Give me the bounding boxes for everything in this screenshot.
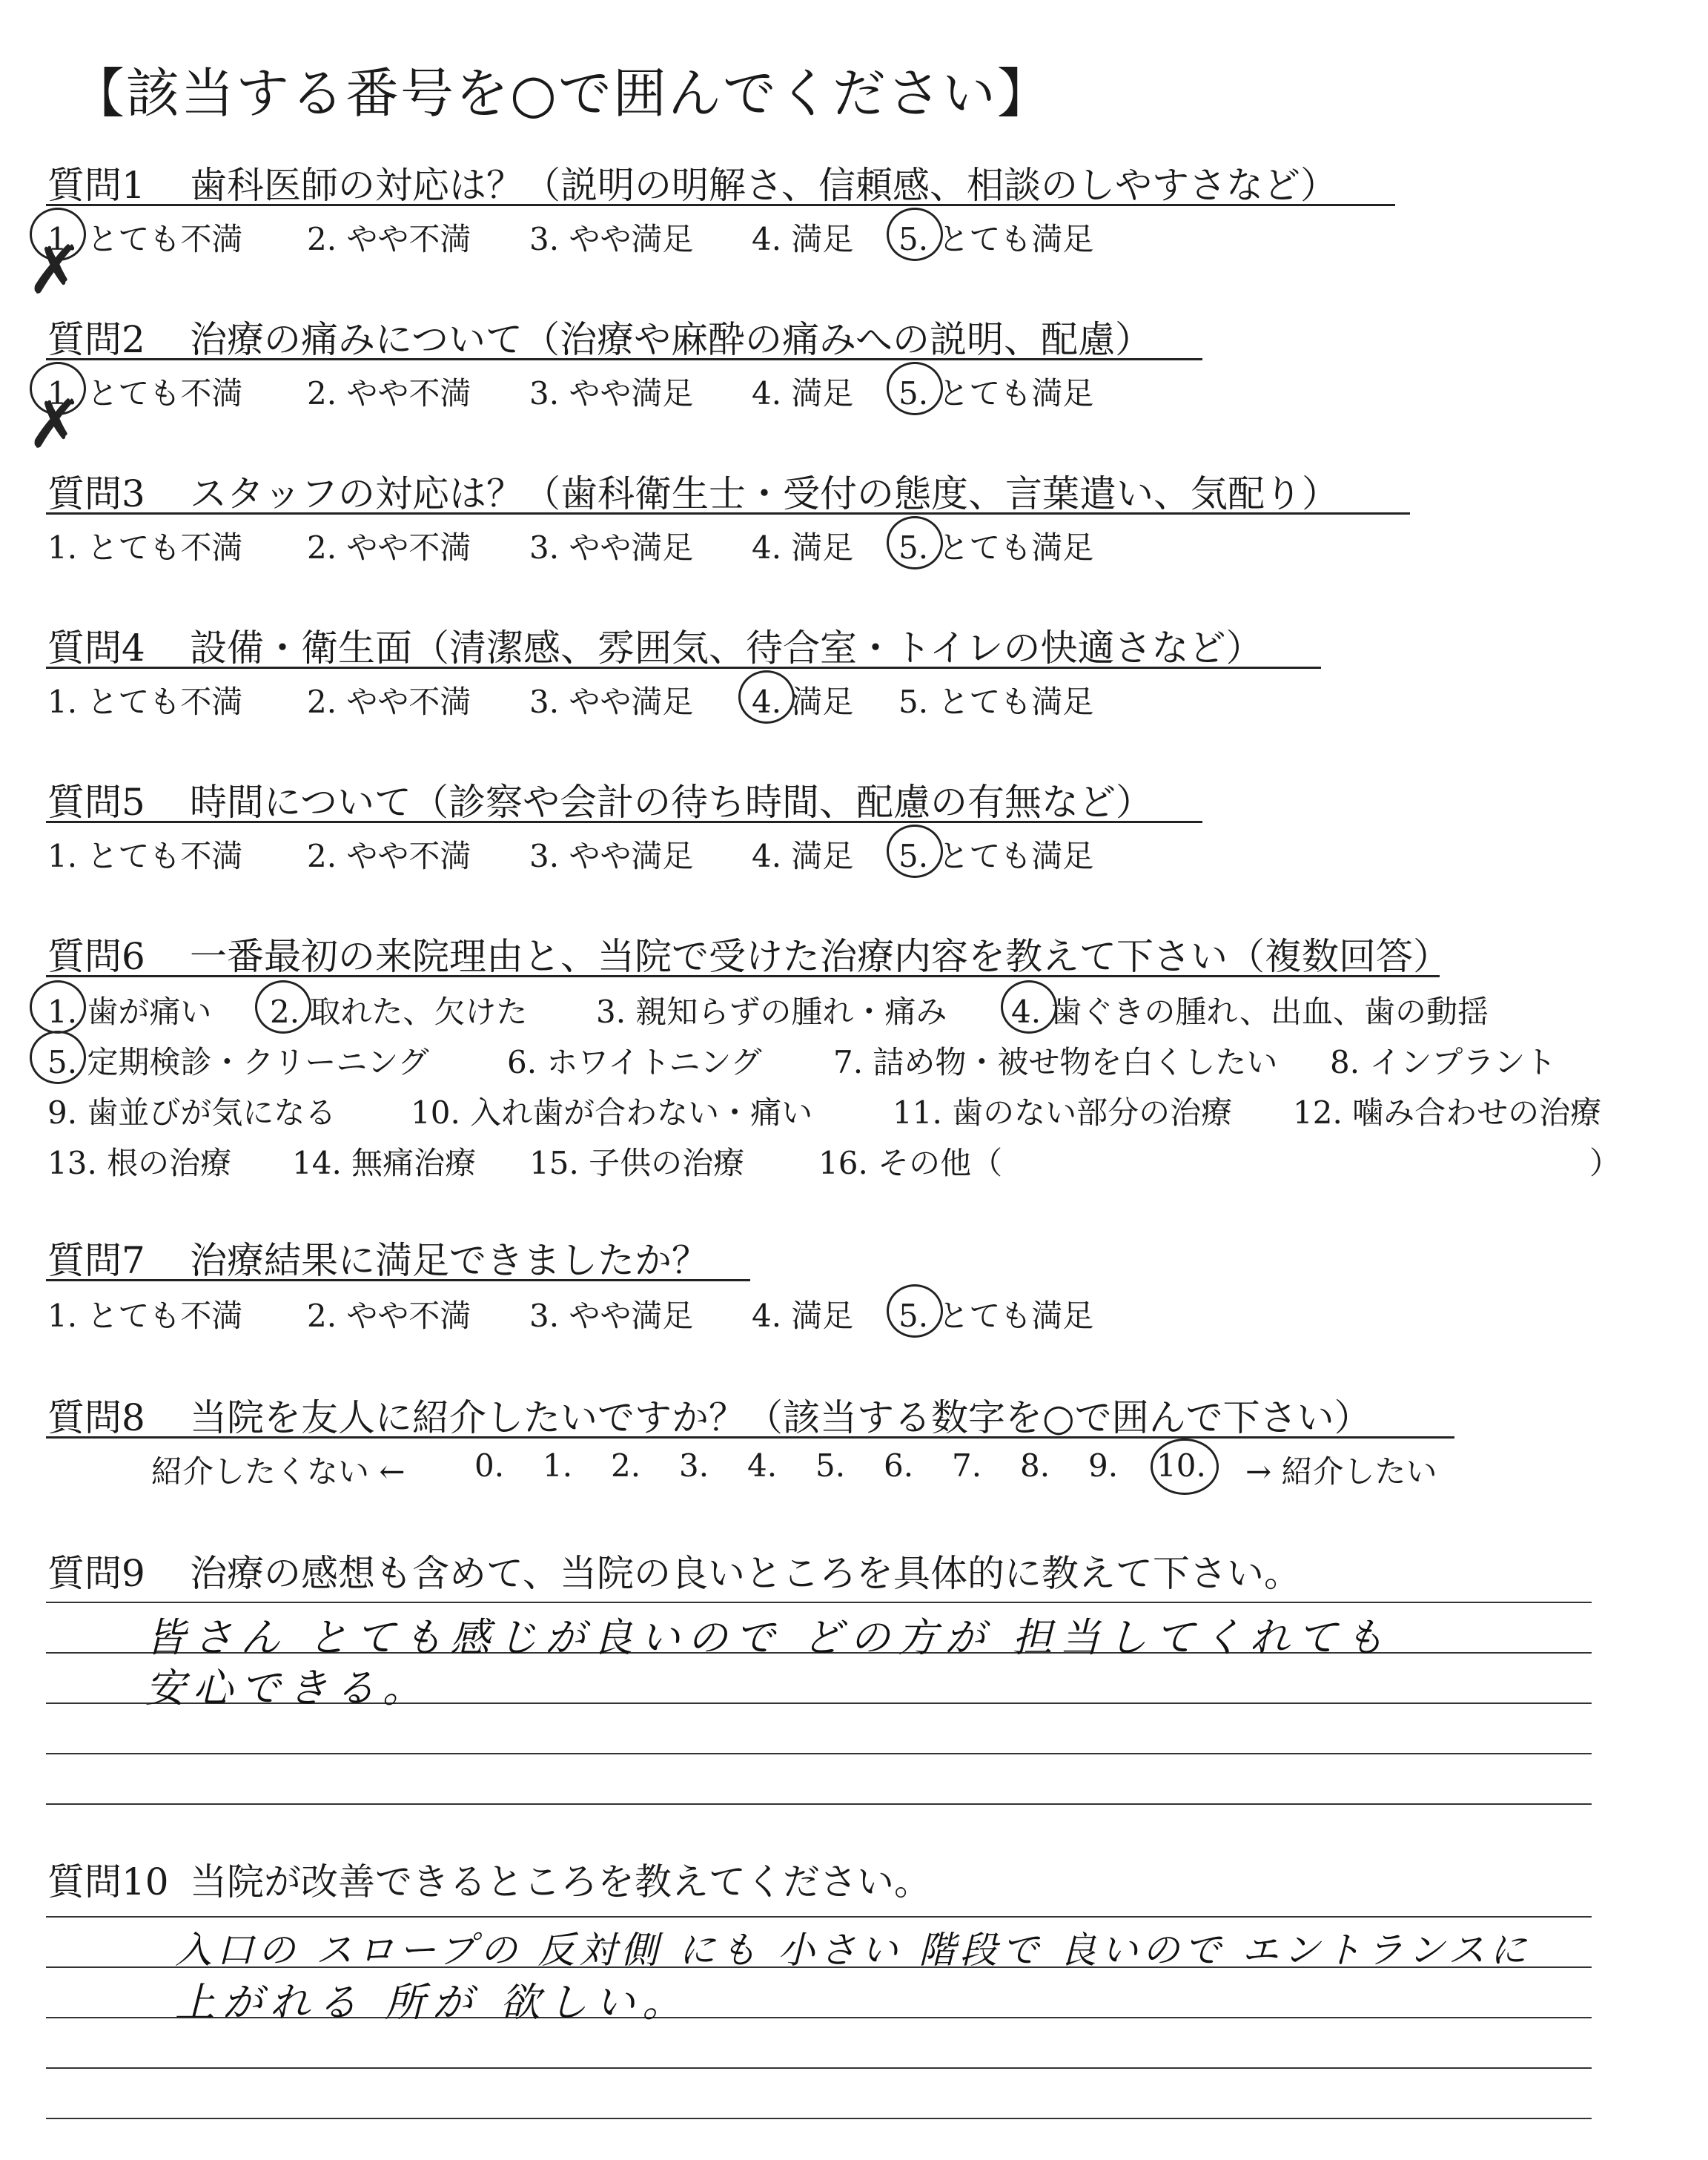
treatment-option[interactable]: 13. 根の治療 [47, 1145, 232, 1181]
question-8 [47, 1388, 1371, 1441]
question-underline [46, 512, 1410, 515]
rating-option-2[interactable]: 2. やや不満 [307, 1298, 471, 1334]
handwritten-answer-line: 入口の スロープの 反対側 にも 小さい 階段で 良いので エントランスに [175, 1929, 1532, 1972]
question-number: 質問1 [47, 164, 145, 207]
rating-option-2[interactable]: 2. やや不満 [307, 684, 471, 720]
treatment-option[interactable]: 15. 子供の治療 [529, 1145, 745, 1181]
question-5 [47, 773, 1153, 826]
rating-option-5[interactable]: 5. とても満足 [898, 529, 1094, 566]
answer-line [46, 2118, 1592, 2119]
recommend-scale-option[interactable]: 0. [474, 1447, 505, 1484]
selection-circle [887, 516, 943, 569]
question-text: 当院を友人に紹介したいですか？（該当する数字を○で囲んで下さい） [190, 1396, 1371, 1439]
question-underline [46, 358, 1202, 360]
question-text: 設備・衛生面（清潔感、雰囲気、待合室・トイレの快適さなど） [190, 627, 1263, 670]
treatment-option[interactable]: 1. 歯が痛い [47, 994, 212, 1030]
recommend-scale-option[interactable]: 9. [1088, 1447, 1119, 1484]
question-number: 質問7 [47, 1239, 145, 1282]
question-number: 質問4 [47, 627, 145, 670]
question-number: 質問6 [47, 935, 145, 978]
selection-circle [30, 980, 86, 1034]
answer-line [46, 1916, 1592, 1918]
treatment-option[interactable]: 4. 歯ぐきの腫れ、出血、歯の動揺 [1011, 994, 1489, 1030]
recommend-scale-option[interactable]: 1. [543, 1447, 573, 1484]
answer-line [46, 1753, 1592, 1754]
question-text: 当院が改善できるところを教えてください。 [190, 1860, 931, 1903]
question-7 [47, 1231, 709, 1284]
selection-circle [1001, 980, 1057, 1034]
selection-circle [255, 980, 311, 1034]
treatment-option[interactable]: 12. 噛み合わせの治療 [1293, 1094, 1602, 1131]
rating-option-4[interactable]: 4. 満足 [752, 1298, 854, 1334]
question-number: 質問3 [47, 472, 145, 515]
question-underline [46, 975, 1440, 977]
rating-option-3[interactable]: 3. やや満足 [529, 375, 694, 412]
selection-circle [887, 825, 943, 878]
treatment-option[interactable]: 9. 歯並びが気になる [47, 1094, 337, 1131]
answer-line [46, 2067, 1592, 2069]
recommend-scale-option[interactable]: 2. [611, 1447, 641, 1484]
handwritten-answer-line: 上がれる 所が 欲しい。 [175, 1979, 690, 2026]
page-heading: 【該当する番号を○で囲んでください】 [71, 62, 1052, 125]
question-text: 歯科医師の対応は？（説明の明解さ、信頼感、相談のしやすさなど） [190, 164, 1337, 207]
other-close-paren: ） [1589, 1145, 1621, 1181]
rating-option-4[interactable]: 4. 満足 [752, 375, 854, 412]
recommend-scale-option[interactable]: 3. [679, 1447, 709, 1484]
question-number: 質問10 [47, 1860, 169, 1903]
rating-option-5[interactable]: 5. とても満足 [898, 375, 1094, 412]
rating-option-1[interactable]: 1. とても不満 [47, 375, 243, 412]
question-underline [46, 821, 1202, 823]
question-underline [46, 1436, 1454, 1439]
rating-option-3[interactable]: 3. やや満足 [529, 1298, 694, 1334]
rating-option-3[interactable]: 3. やや満足 [529, 838, 694, 874]
question-text: スタッフの対応は？（歯科衛生士・受付の態度、言葉遣い、気配り） [190, 472, 1339, 515]
question-1 [47, 156, 1337, 209]
question-3 [47, 464, 1339, 518]
recommend-right-label: → 紹介したい [1245, 1453, 1437, 1490]
treatment-option[interactable]: 10. 入れ歯が合わない・痛い [411, 1094, 813, 1131]
rating-option-4[interactable]: 4. 満足 [752, 838, 854, 874]
rating-option-2[interactable]: 2. やや不満 [307, 838, 471, 874]
rating-option-3[interactable]: 3. やや満足 [529, 529, 694, 566]
selection-circle [30, 1031, 86, 1084]
treatment-option[interactable]: 8. インプラント [1330, 1044, 1557, 1080]
question-text: 治療結果に満足できましたか？ [190, 1239, 709, 1282]
cross-mark-icon: ✗ [27, 231, 83, 309]
recommend-scale-option[interactable]: 8. [1020, 1447, 1050, 1484]
treatment-option[interactable]: 7. 詰め物・被せ物を白くしたい [833, 1044, 1278, 1080]
question-underline [46, 1279, 750, 1281]
question-text: 時間について（診察や会計の待ち時間、配慮の有無など） [190, 781, 1153, 824]
question-number: 質問8 [47, 1396, 145, 1439]
rating-option-4[interactable]: 4. 満足 [752, 221, 854, 257]
answer-line [46, 1803, 1592, 1805]
handwritten-answer-line: 皆さん とても感じが良いので どの方が 担当してくれても [145, 1614, 1392, 1661]
rating-option-1[interactable]: 1. とても不満 [47, 221, 243, 257]
recommend-scale-option[interactable]: 10. [1156, 1447, 1206, 1484]
rating-option-1[interactable]: 1. とても不満 [47, 684, 243, 720]
treatment-option[interactable]: 14. 無痛治療 [292, 1145, 477, 1181]
rating-option-1[interactable]: 1. とても不満 [47, 838, 243, 874]
question-number: 質問5 [47, 781, 145, 824]
question-10 [47, 1852, 931, 1906]
rating-option-5[interactable]: 5. とても満足 [898, 684, 1094, 720]
recommend-scale-option[interactable]: 4. [747, 1447, 778, 1484]
rating-option-4[interactable]: 4. 満足 [752, 684, 854, 720]
treatment-option[interactable]: 2. 取れた、欠けた [270, 994, 528, 1030]
selection-circle [887, 1284, 943, 1338]
rating-option-2[interactable]: 2. やや不満 [307, 221, 471, 257]
treatment-option[interactable]: 3. 親知らずの腫れ・痛み [596, 994, 947, 1030]
cross-mark-icon: ✗ [27, 386, 83, 463]
question-text: 治療の感想も含めて、当院の良いところを具体的に教えて下さい。 [190, 1552, 1301, 1595]
question-underline [46, 667, 1321, 669]
recommend-scale-option[interactable]: 7. [952, 1447, 982, 1484]
selection-circle [738, 670, 795, 724]
question-underline [46, 204, 1395, 206]
recommend-scale-option[interactable]: 6. [884, 1447, 914, 1484]
rating-option-5[interactable]: 5. とても満足 [898, 221, 1094, 257]
question-text: 治療の痛みについて（治療や麻酔の痛みへの説明、配慮） [190, 318, 1152, 361]
selection-circle [887, 362, 943, 415]
question-9 [47, 1544, 1301, 1597]
rating-option-5[interactable]: 5. とても満足 [898, 838, 1094, 874]
question-2 [47, 310, 1152, 363]
question-number: 質問2 [47, 318, 145, 361]
answer-line [46, 1602, 1592, 1603]
question-number: 質問9 [47, 1552, 145, 1595]
rating-option-2[interactable]: 2. やや不満 [307, 529, 471, 566]
treatment-row-4 [47, 1139, 1634, 1180]
treatment-option[interactable]: 6. ホワイトニング [507, 1044, 762, 1080]
rating-option-2[interactable]: 2. やや不満 [307, 375, 471, 412]
treatment-option-other[interactable]: 16. その他（ [818, 1145, 1003, 1181]
recommend-left-label: 紹介したくない ← [151, 1453, 406, 1490]
rating-option-4[interactable]: 4. 満足 [752, 529, 854, 566]
handwritten-answer-line: 安心できる。 [145, 1665, 430, 1711]
rating-option-1[interactable]: 1. とても不満 [47, 1298, 243, 1334]
recommend-scale-option[interactable]: 5. [815, 1447, 846, 1484]
question-text: 一番最初の来院理由と、当院で受けた治療内容を教えて下さい（複数回答） [190, 935, 1450, 978]
selection-circle [887, 208, 943, 261]
question-4 [47, 618, 1263, 672]
rating-option-5[interactable]: 5. とても満足 [898, 1298, 1094, 1334]
selection-circle [1151, 1439, 1219, 1495]
treatment-option[interactable]: 11. 歯のない部分の治療 [893, 1094, 1233, 1131]
question-6 [47, 927, 1450, 980]
rating-option-3[interactable]: 3. やや満足 [529, 221, 694, 257]
treatment-option[interactable]: 5. 定期検診・クリーニング [47, 1044, 429, 1080]
rating-option-3[interactable]: 3. やや満足 [529, 684, 694, 720]
rating-option-1[interactable]: 1. とても不満 [47, 529, 243, 566]
